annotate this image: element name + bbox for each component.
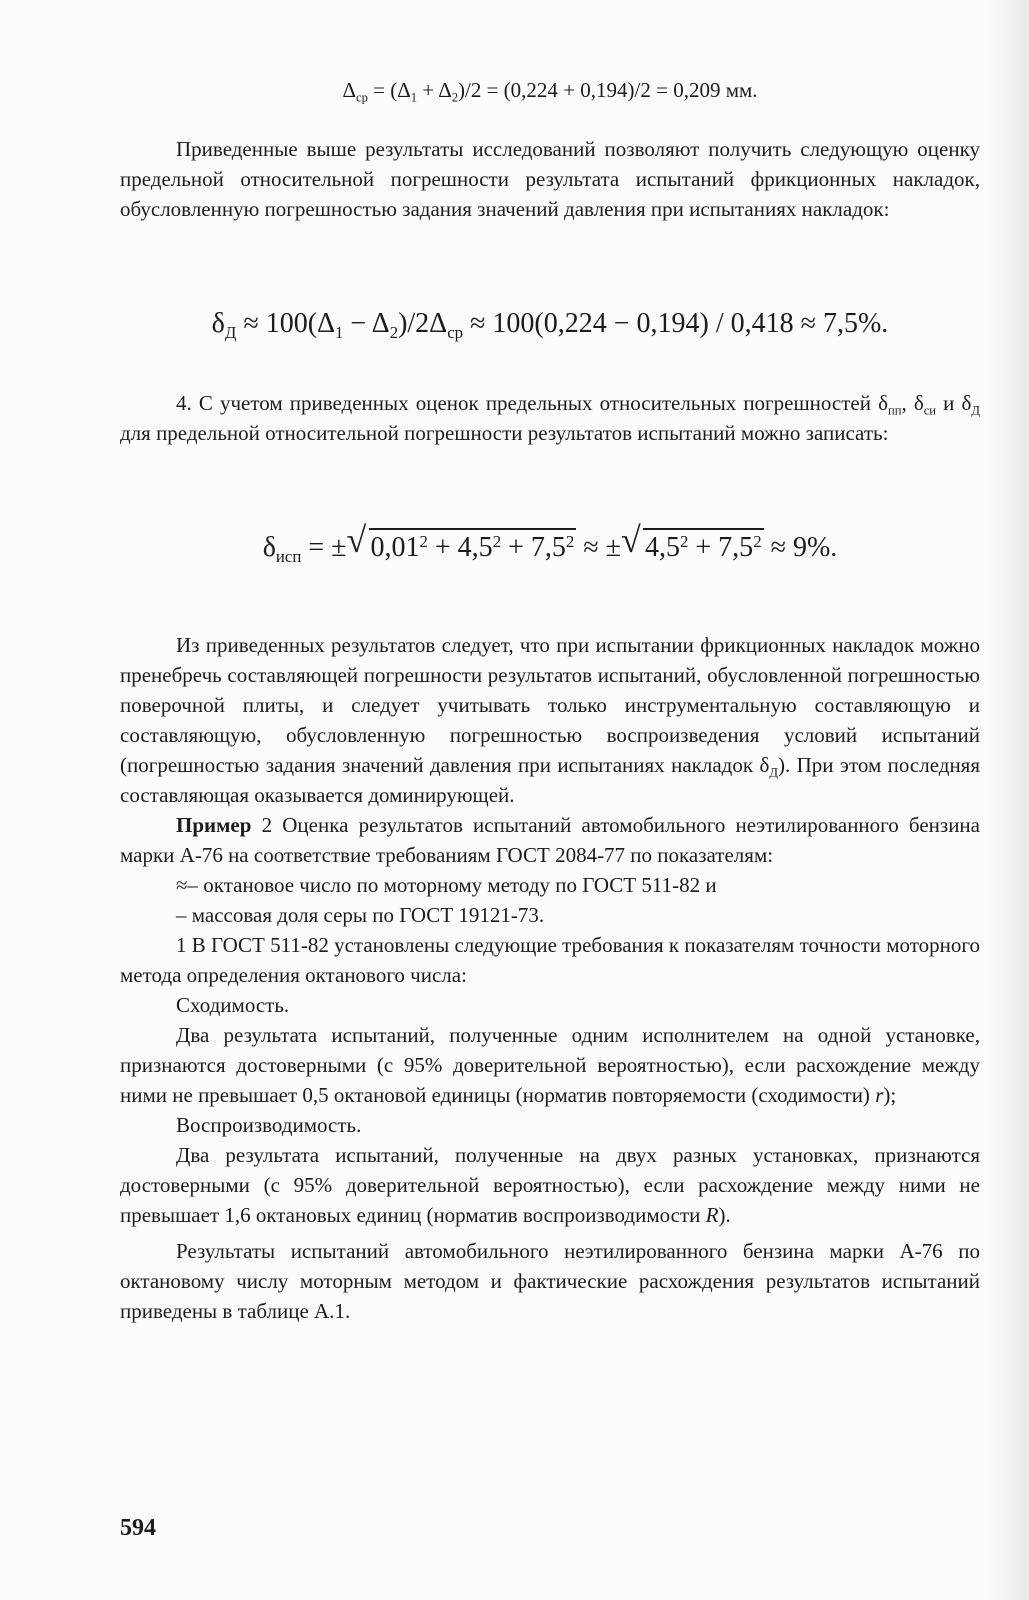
p6-italic: r	[875, 1083, 884, 1107]
f3-d: ≈ 9%.	[763, 532, 838, 563]
f2-d-sub: ср	[447, 322, 464, 342]
f3-b: = ±	[301, 532, 347, 563]
body-text	[120, 630, 980, 1326]
formula-delta-d	[120, 308, 980, 340]
example-label: Пример	[176, 813, 252, 837]
paragraph-5: 1 В ГОСТ 511-82 установлены следующие требования к показателям точности моторного метода определения октанового числа:	[120, 933, 980, 987]
paragraph-6	[120, 1020, 980, 1110]
f3-r1: 0,01	[370, 532, 420, 563]
f2-c-sub: 2	[389, 322, 399, 342]
f2-d: )/2Δ	[398, 308, 448, 339]
f3-r2: + 4,5	[427, 532, 493, 563]
p7-a: Два результата испытаний, полученные на двух разных установках, признаются достоверными (с 95% доверительной вероятностью), если расхождение между ними не превышает 1,6 октановых единиц (норматив воспроизводимости	[120, 1143, 980, 1227]
f2-e: ≈ 100(0,224 − 0,194) / 0,418 ≈ 7,5%.	[463, 308, 889, 339]
page-edge-shadow	[989, 0, 1029, 1600]
f1-lhs-sub: ср	[355, 90, 368, 105]
f2-a: δ	[211, 308, 225, 339]
paragraph-1: Приведенные выше результаты исследований позволяют получить следующую оценку предельной относительной погрешности результата испытаний фрикционных накладок, обусловленную погрешностью задания значений давления при испытаниях накладок:	[120, 137, 980, 221]
f3-e2: 2	[492, 531, 502, 551]
f1-rhs: = (Δ	[367, 78, 411, 102]
f2-a-sub: Д	[224, 322, 237, 342]
list-item-1: ≈– октановое число по моторному методу по ГОСТ 511-82 и	[176, 873, 717, 897]
heading-convergence: Сходимость.	[176, 993, 290, 1017]
f1-sub2: 2	[451, 90, 459, 105]
f3-e5: 2	[753, 531, 762, 551]
p2-b: , δ	[901, 391, 924, 415]
f1-sub1: 1	[410, 90, 418, 105]
f1-tail: )/2 = (0,224 + 0,194)/2 = 0,209 мм.	[458, 78, 758, 102]
p2-d: для предельной относительной погрешности результатов испытаний можно записать:	[120, 421, 889, 445]
p7-b: ).	[718, 1203, 731, 1227]
p3-a: Из приведенных результатов следует, что при испытании фрикционных накладок можно пренебречь составляющей погрешности результатов испытаний, обусловленной погрешностью поверочной плиты, и следует учитывать только инструментальную составляющую и составляющую, обусловленную погрешностью воспроизведения условий испытаний (погрешностью задания значений давления при испытаниях накладок δ	[120, 633, 980, 777]
p2-sub3: Д	[971, 403, 980, 418]
p3-sub: Д	[769, 765, 778, 780]
list-item-2: – массовая доля серы по ГОСТ 19121-73.	[176, 903, 545, 927]
f3-c: ≈ ±	[576, 532, 621, 563]
p6-b: );	[883, 1083, 897, 1107]
sqrt-2: √ $4,5^2 + 7,5^2$	[621, 520, 762, 563]
page-number: 594	[120, 1515, 156, 1541]
p2-c: и δ	[936, 391, 972, 415]
paragraph-2	[120, 388, 980, 448]
f3-e1: 2	[419, 531, 428, 551]
formula-delta-avg	[120, 78, 980, 103]
f2-b: ≈ 100(Δ	[236, 308, 336, 339]
f3-e4: 2	[680, 531, 689, 551]
paragraph-3	[120, 630, 980, 810]
example-text: 2 Оценка результатов испытаний автомобильного неэтилированного бензина марки А-76 на соответствие требованиям ГОСТ 2084-77 по показателям:	[120, 813, 980, 867]
f2-c: − Δ	[343, 308, 390, 339]
p6-a: Два результата испытаний, полученные одним исполнителем на одной установке, признаются достоверными (с 95% доверительной вероятностью), если расхождение между ними не превышает 0,5 октановой единицы (норматив повторяемости (сходимости)	[120, 1023, 980, 1107]
p2-a: 4. С учетом приведенных оценок предельных относительных погрешностей δ	[176, 391, 888, 415]
f1-lhs: Δ	[342, 78, 356, 102]
sqrt-1: √ $0,01^2 + 4,5^2 + 7,5^2$	[346, 520, 575, 563]
f3-a-sub: исп	[275, 546, 302, 566]
paragraph-7	[120, 1140, 980, 1230]
formula-delta-isp	[120, 520, 980, 566]
paragraph-8: Результаты испытаний автомобильного неэтилированного бензина марки А-76 по октановому числу моторным методом и фактические расхождения результатов испытаний приведены в таблице А.1.	[120, 1239, 980, 1323]
p7-italic: R	[705, 1203, 719, 1227]
f3-e3: 2	[565, 531, 575, 551]
p2-sub1: пп	[887, 403, 902, 418]
f3-a: δ	[262, 532, 276, 563]
f3-r5: + 7,5	[688, 532, 754, 563]
f3-r4: 4,5	[645, 532, 680, 563]
p2-sub2: си	[923, 403, 937, 418]
f1-mid: + Δ	[417, 78, 452, 102]
p3-b: ). При этом последняя составляющая оказывается доминирующей.	[120, 753, 981, 807]
paragraph-example	[120, 810, 980, 870]
heading-reproducibility: Воспроизводимость.	[176, 1113, 362, 1137]
f2-b-sub: 1	[335, 322, 344, 342]
f3-r3: + 7,5	[501, 532, 566, 563]
